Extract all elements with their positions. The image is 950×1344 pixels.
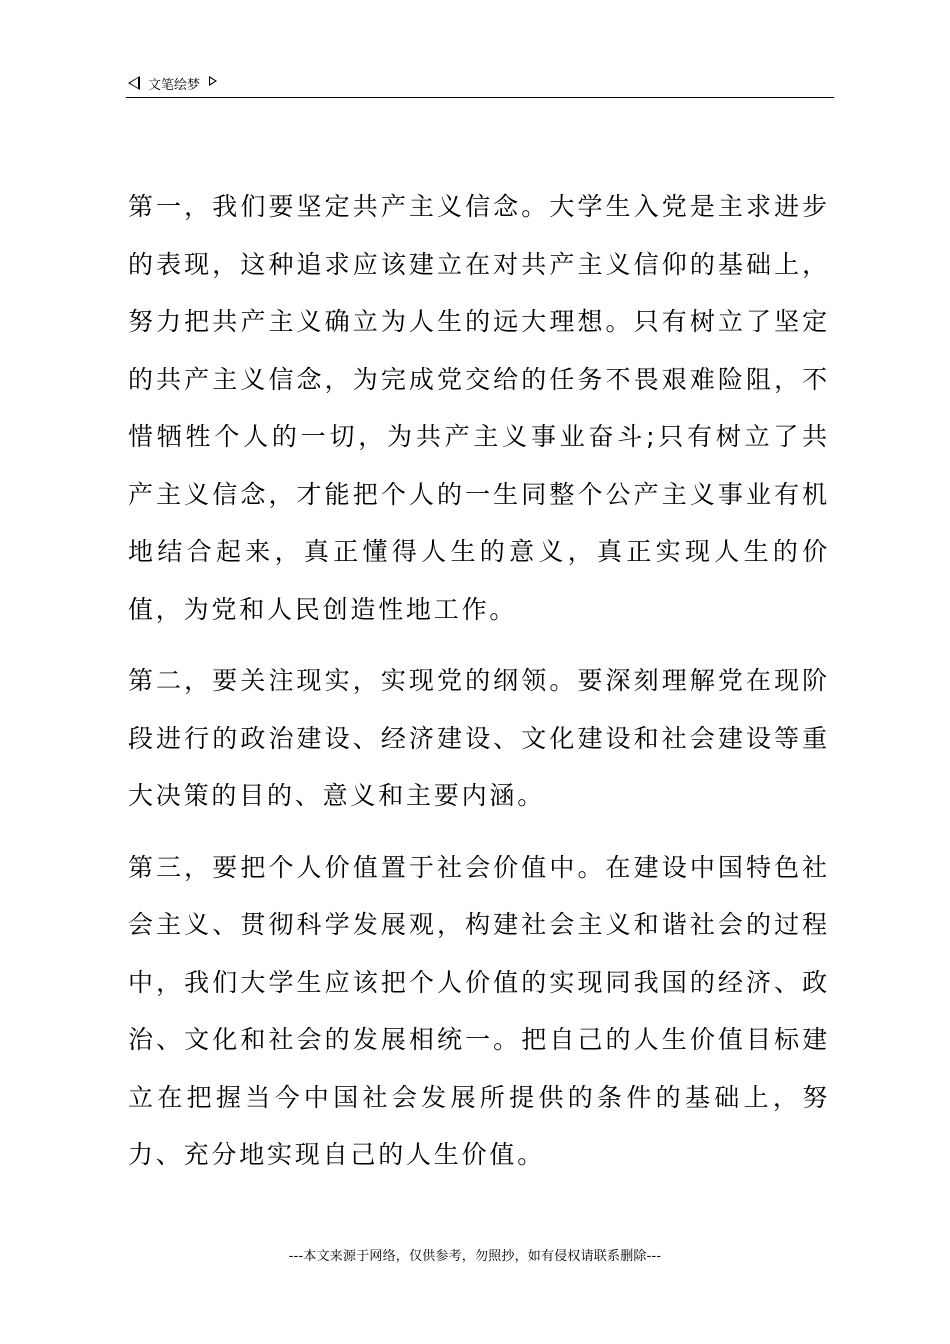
page-header — [128, 72, 217, 94]
triangle-left-icon — [128, 76, 140, 90]
footer-notice: ---本文来源于网络，仅供参考，勿照抄，如有侵权请联系删除--- — [288, 1249, 662, 1264]
paragraph-1: 第一，我们要坚定共产主义信念。大学生入党是主求进步的表现，这种追求应该建立在对共产主义信仰的基础上，努力把共产主义确立为人生的远大理想。只有树立了坚定的共产主义信念，为完成党交给的任务不畏艰难险阻，不惜牺牲个人的一切，为共产主义事业奋斗;只有树立了共产主义信念，才能把个人的一生同整个公产主义事业有机地结合起来，真正懂得人生的意义，真正实现人生的价值，为党和人民创造性地工作。 — [128, 192, 830, 624]
paragraph-2: 第二，要关注现实，实现党的纲领。要深刻理解党在现阶段进行的政治建设、经济建设、文化建设和社会建设等重大决策的目的、意义和主要内涵。 — [128, 666, 830, 810]
paragraph-3: 第三，要把个人价值置于社会价值中。在建设中国特色社会主义、贯彻科学发展观，构建社会主义和谐社会的过程中，我们大学生应该把个人价值的实现同我国的经济、政治、文化和社会的发展相统一。把自己的人生价值目标建立在把握当今中国社会发展所提供的条件的基础上，努力、充分地实现自己的人生价值。 — [128, 852, 830, 1169]
header-title: 文笔绘梦 — [148, 77, 201, 93]
document-body — [128, 178, 830, 1198]
triangle-right-icon — [209, 76, 217, 86]
header-divider — [126, 97, 834, 98]
